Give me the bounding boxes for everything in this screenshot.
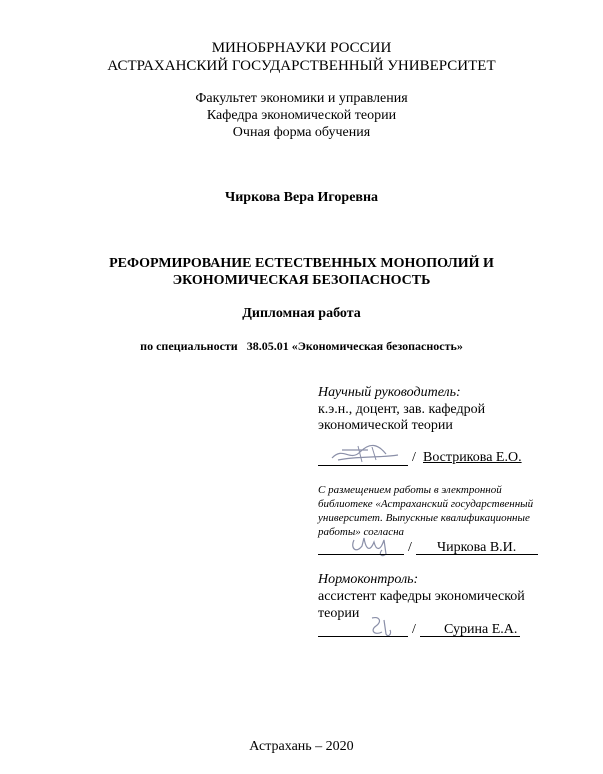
normcontrol-separator: / [412, 622, 416, 637]
supervisor-signature-icon [328, 438, 403, 468]
normcontrol-signature-line [318, 636, 408, 637]
supervisor-separator: / [412, 450, 416, 465]
ministry-name: МИНОБРНАУКИ РОССИИ [211, 40, 392, 56]
consent-line2: библиотеке «Астраханский государственный [318, 498, 534, 510]
university-name: АСТРАХАНСКИЙ ГОСУДАРСТВЕННЫЙ УНИВЕРСИТЕТ [107, 58, 496, 74]
department-name: Кафедра экономической теории [206, 108, 397, 123]
supervisor-position-line2: экономической теории [318, 418, 453, 433]
work-type: Дипломная работа [242, 306, 361, 321]
normcontrol-name: Сурина Е.А. [444, 622, 518, 637]
supervisor-signature-line [318, 465, 408, 466]
normcontrol-label: Нормоконтроль: [318, 572, 419, 587]
normcontrol-position-line1: ассистент кафедры экономической [318, 589, 525, 604]
study-form: Очная форма обучения [232, 125, 371, 140]
thesis-title-line1: РЕФОРМИРОВАНИЕ ЕСТЕСТВЕННЫХ МОНОПОЛИЙ И [109, 256, 494, 271]
consent-line3: университет. Выпускные квалификационные [318, 512, 530, 524]
faculty-name: Факультет экономики и управления [195, 91, 408, 106]
thesis-title-line2: ЭКОНОМИЧЕСКАЯ БЕЗОПАСНОСТЬ [172, 273, 431, 288]
supervisor-label: Научный руководитель: [318, 385, 461, 400]
city-year: Астрахань – 2020 [249, 739, 354, 754]
consent-separator: / [408, 540, 412, 555]
author-name: Чиркова Вера Игоревна [224, 190, 379, 205]
normcontrol-position-line2: теории [318, 606, 360, 621]
supervisor-name: Вострикова Е.О. [423, 450, 522, 465]
consent-author-name: Чиркова В.И. [437, 540, 517, 555]
consent-line4: работы» согласна [318, 526, 405, 538]
specialty: по специальности 38.05.01 «Экономическая безопасность» [140, 339, 463, 353]
consent-line1: С размещением работы в электронной [318, 484, 502, 496]
supervisor-position-line1: к.э.н., доцент, зав. кафедрой [318, 402, 486, 417]
consent-signature-line [318, 554, 404, 555]
author-signature-icon [348, 530, 398, 560]
